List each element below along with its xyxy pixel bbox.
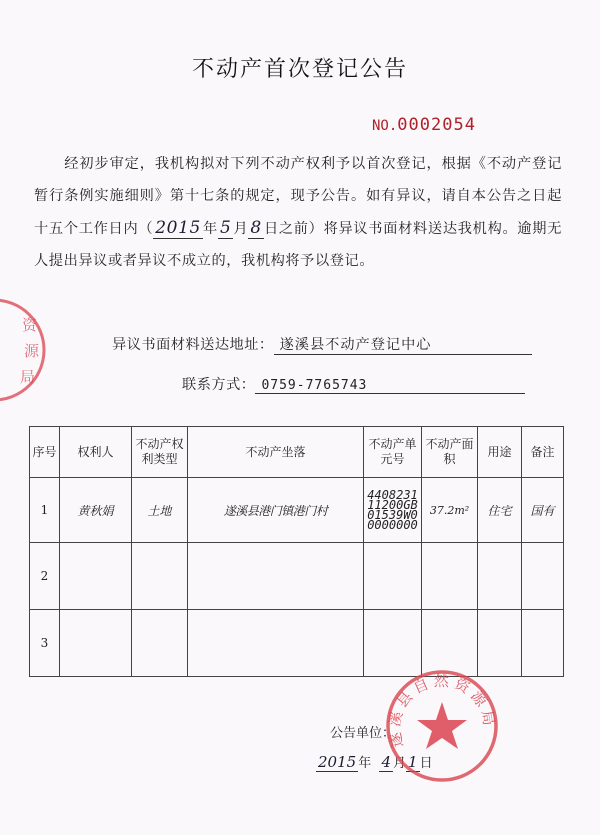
- objection-address-label: 异议书面材料送达地址：: [112, 337, 274, 353]
- seal-char: 资: [22, 316, 38, 334]
- document-number: [372, 115, 476, 135]
- header-location: 不动产坐落: [188, 427, 364, 478]
- cell-serial: 1: [30, 478, 60, 543]
- registration-table: [29, 426, 564, 677]
- objection-address-value: 遂溪县不动产登记中心: [274, 334, 532, 355]
- header-unit-no: 不动产单元号: [364, 427, 422, 478]
- cell-owner: [60, 610, 132, 677]
- header-area: 不动产面积: [422, 427, 478, 478]
- table-header-row: [30, 427, 564, 478]
- contact-phone: 0759-7765743: [255, 378, 525, 394]
- header-right-type: 不动产权利类型: [132, 427, 188, 478]
- issuer-label: 公告单位：: [330, 726, 396, 741]
- cell-location: [188, 543, 364, 610]
- contact-info: [182, 374, 525, 394]
- document-number-prefix: NO.: [372, 118, 398, 134]
- notice-text-part1: 经初步审定，我机构拟对下列不动产权利予以首次登记，根据《不动产登记暂行条例实施细则》第十七条的规定，现予公告。如有异议，请自本公告之日起十五个工作日内（: [34, 156, 562, 237]
- cell-area: [422, 610, 478, 677]
- objection-address: [112, 334, 532, 355]
- seal-arc-text: 遂溪县自然资源局: [385, 671, 499, 750]
- cell-owner: 黄秋娟: [60, 478, 132, 543]
- cell-serial: 2: [30, 543, 60, 610]
- issue-day-label: 日: [419, 756, 433, 771]
- header-remark: 备注: [522, 427, 564, 478]
- notice-text-part2: 日之前）将异议书面材料送达我机构。逾期无人提出异议或者异议不成立的，我机构将予以登记。: [34, 221, 562, 269]
- deadline-day: 8: [250, 218, 262, 238]
- cell-right-type: [132, 610, 188, 677]
- contact-label: 联系方式：: [182, 377, 256, 393]
- cell-area: [422, 543, 478, 610]
- issue-year-label: 年: [358, 756, 372, 771]
- cell-area: 37.2m²: [422, 478, 478, 543]
- star-icon: [417, 702, 467, 749]
- deadline-month-label: 月: [233, 221, 249, 237]
- cell-usage: [478, 610, 522, 677]
- table-row: [30, 478, 564, 543]
- header-owner: 权利人: [60, 427, 132, 478]
- cell-usage: [478, 543, 522, 610]
- cell-remark: 国有: [522, 478, 564, 543]
- seal-char: 源: [24, 342, 40, 360]
- document-number-value: 0002054: [397, 115, 476, 135]
- unit-no-text: 440823111200GB01539W00000000: [367, 488, 418, 532]
- deadline-month: 5: [219, 218, 232, 238]
- header-serial: 序号: [30, 427, 60, 478]
- cell-unit-no: [364, 543, 422, 610]
- cell-remark: [522, 610, 564, 677]
- cell-owner: [60, 543, 132, 610]
- cell-right-type: 土地: [132, 478, 188, 543]
- issue-year: 2015: [318, 753, 357, 771]
- cell-serial: 3: [30, 610, 60, 677]
- table-row: [30, 610, 564, 677]
- issue-month: 4: [381, 753, 392, 771]
- deadline-year: 2015: [155, 218, 201, 238]
- cell-location: 遂溪县港门镇港门村: [188, 478, 364, 543]
- deadline-year-label: 年: [202, 221, 218, 237]
- table-row: [30, 543, 564, 610]
- issue-day: 1: [408, 753, 418, 771]
- seal-char: 局: [20, 368, 36, 386]
- page-title: 不动产首次登记公告: [191, 57, 408, 82]
- cell-right-type: [132, 543, 188, 610]
- cell-unit-no: [364, 478, 422, 543]
- official-seal-stamp: [384, 668, 500, 784]
- cell-unit-no: [364, 610, 422, 677]
- issue-month-label: 月: [393, 756, 407, 771]
- notice-body: [34, 148, 562, 277]
- cell-location: [188, 610, 364, 677]
- cell-remark: [522, 543, 564, 610]
- header-usage: 用途: [478, 427, 522, 478]
- partial-seal-stamp: [0, 290, 52, 410]
- cell-usage: 住宅: [478, 478, 522, 543]
